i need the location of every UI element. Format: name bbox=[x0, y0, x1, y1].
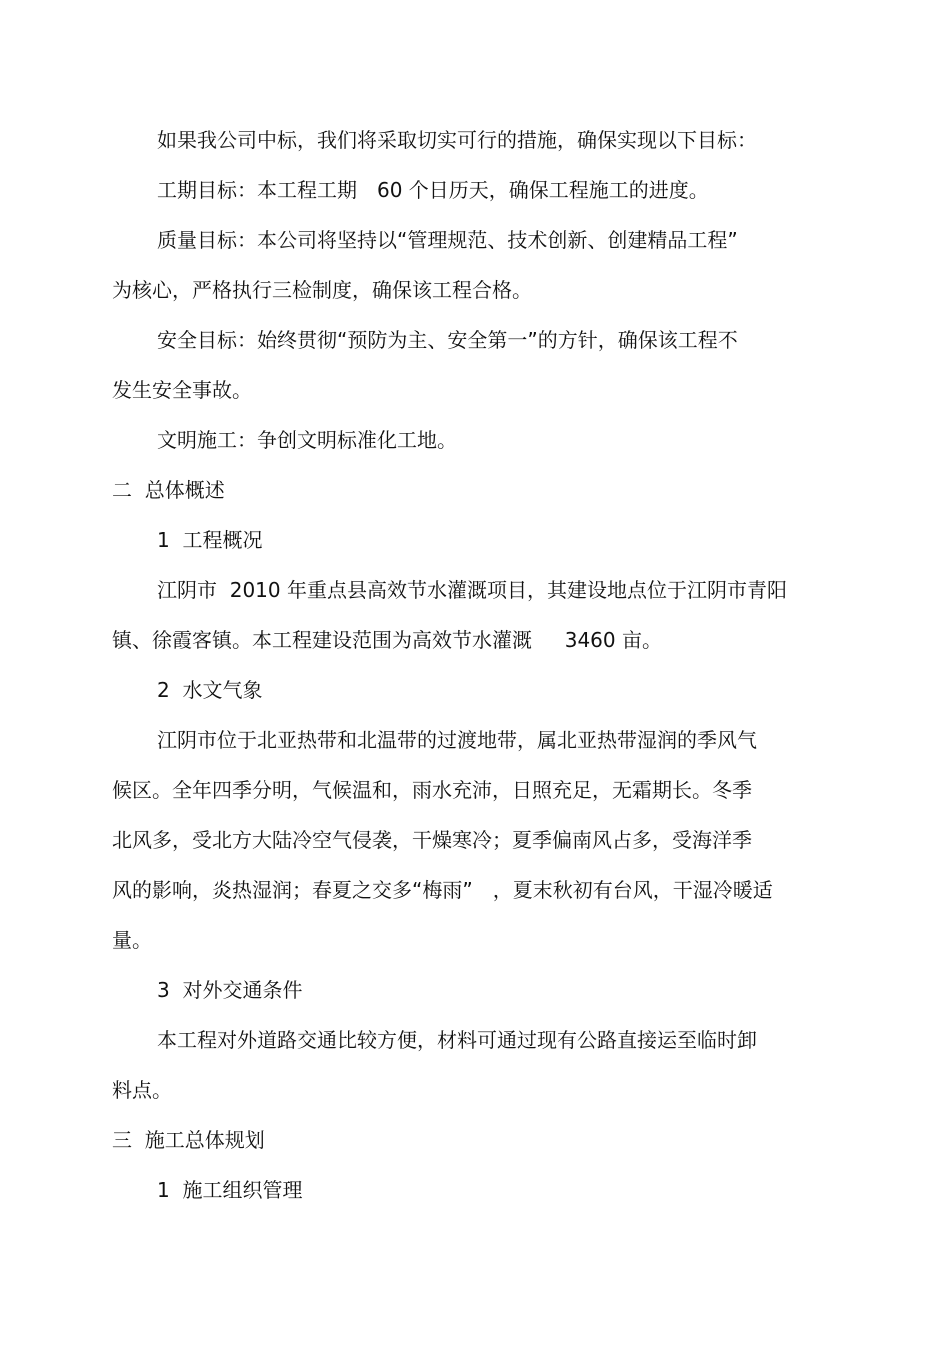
section-heading-planning: 三 施工总体规划 bbox=[112, 1128, 265, 1152]
safety-goal-line2: 发生安全事故。 bbox=[112, 378, 252, 402]
hydrology-line1: 江阴市位于北亚热带和北温带的过渡地带，属北亚热带湿润的季风气 bbox=[157, 728, 757, 752]
subheading-organization: 1 施工组织管理 bbox=[157, 1178, 303, 1202]
project-overview-line1: 江阴市 2010 年重点县高效节水灌溉项目，其建设地点位于江阴市青阳 bbox=[157, 578, 787, 602]
transport-line2: 料点。 bbox=[112, 1078, 172, 1102]
quality-goal-line2: 为核心，严格执行三检制度，确保该工程合格。 bbox=[112, 278, 532, 302]
subheading-hydrology: 2 水文气象 bbox=[157, 678, 263, 702]
hydrology-line5: 量。 bbox=[112, 928, 152, 952]
quality-goal-line1: 质量目标：本公司将坚持以“管理规范、技术创新、创建精品工程” bbox=[157, 228, 738, 252]
section-heading-overview: 二 总体概述 bbox=[112, 478, 225, 502]
safety-goal-line1: 安全目标：始终贯彻“预防为主、安全第一”的方针，确保该工程不 bbox=[157, 328, 738, 352]
subheading-transport: 3 对外交通条件 bbox=[157, 978, 303, 1002]
hydrology-line4: 风的影响，炎热湿润；春夏之交多“梅雨” ，夏末秋初有台风，干湿冷暖适 bbox=[112, 878, 773, 902]
transport-line1: 本工程对外道路交通比较方便，材料可通过现有公路直接运至临时卸 bbox=[157, 1028, 757, 1052]
hydrology-line3: 北风多，受北方大陆冷空气侵袭，干燥寒冷；夏季偏南风占多，受海洋季 bbox=[112, 828, 752, 852]
subheading-project-overview: 1 工程概况 bbox=[157, 528, 263, 552]
hydrology-line2: 候区。全年四季分明，气候温和，雨水充沛，日照充足，无霜期长。冬季 bbox=[112, 778, 752, 802]
civilized-construction-goal: 文明施工：争创文明标准化工地。 bbox=[157, 428, 457, 452]
project-overview-line2: 镇、徐霞客镇。本工程建设范围为高效节水灌溉 3460 亩。 bbox=[112, 628, 662, 652]
schedule-goal: 工期目标：本工程工期 60 个日历天，确保工程施工的进度。 bbox=[157, 178, 709, 202]
goals-intro: 如果我公司中标，我们将采取切实可行的措施，确保实现以下目标： bbox=[157, 128, 757, 152]
